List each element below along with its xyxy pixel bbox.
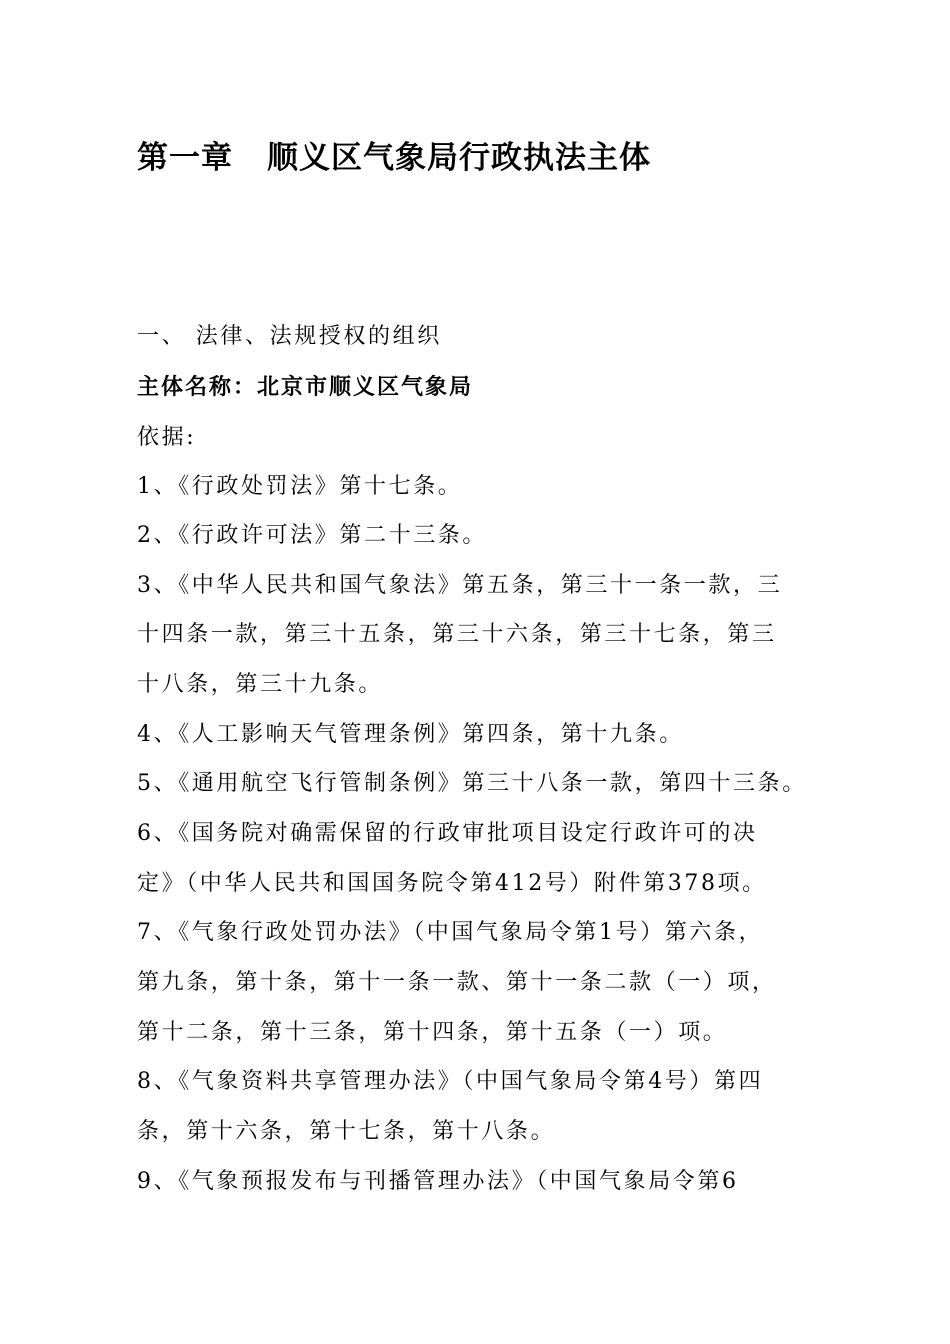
- basis-line: 3、《中华人民共和国气象法》第五条，第三十一条一款，三: [137, 573, 783, 598]
- basis-line: 十八条，第三十九条。: [137, 672, 384, 697]
- basis-line: 第十二条，第十三条，第十四条，第十五条（一）项。: [137, 1020, 728, 1045]
- chapter-number: 第一章: [137, 140, 233, 176]
- subject-name: 主体名称：北京市顺义区气象局: [137, 375, 474, 400]
- chapter-name: 顺义区气象局行政执法主体: [267, 140, 651, 176]
- basis-line: 9、《气象预报发布与刊播管理办法》（中国气象局令第6: [137, 1169, 739, 1194]
- basis-line: 6、《国务院对确需保留的行政审批项目设定行政许可的决: [137, 821, 758, 846]
- basis-line: 2、《行政许可法》第二十三条。: [137, 523, 487, 548]
- basis-line: 条，第十六条，第十七条，第十八条。: [137, 1119, 556, 1144]
- basis-line: 第九条，第十条，第十一条一款、第十一条二款（一）项，: [137, 970, 777, 995]
- chapter-title: [137, 132, 651, 177]
- basis-line: 十四条一款，第三十五条，第三十六条，第三十七条，第三: [137, 622, 777, 647]
- section-heading: 一、 法律、法规授权的组织: [137, 324, 442, 349]
- basis-line: 1、《行政处罚法》第十七条。: [137, 474, 463, 499]
- basis-line: 4、《人工影响天气管理条例》第四条，第十九条。: [137, 722, 684, 747]
- basis-line: 定》（中华人民共和国国务院令第412号）附件第378项。: [137, 871, 767, 896]
- basis-line: 8、《气象资料共享管理办法》（中国气象局令第4号）第四: [137, 1069, 764, 1094]
- basis-line: 5、《通用航空飞行管制条例》第三十八条一款，第四十三条。: [137, 771, 807, 796]
- basis-label: 依据:: [137, 425, 197, 450]
- basis-line: 7、《气象行政处罚办法》（中国气象局令第1号）第六条，: [137, 920, 764, 945]
